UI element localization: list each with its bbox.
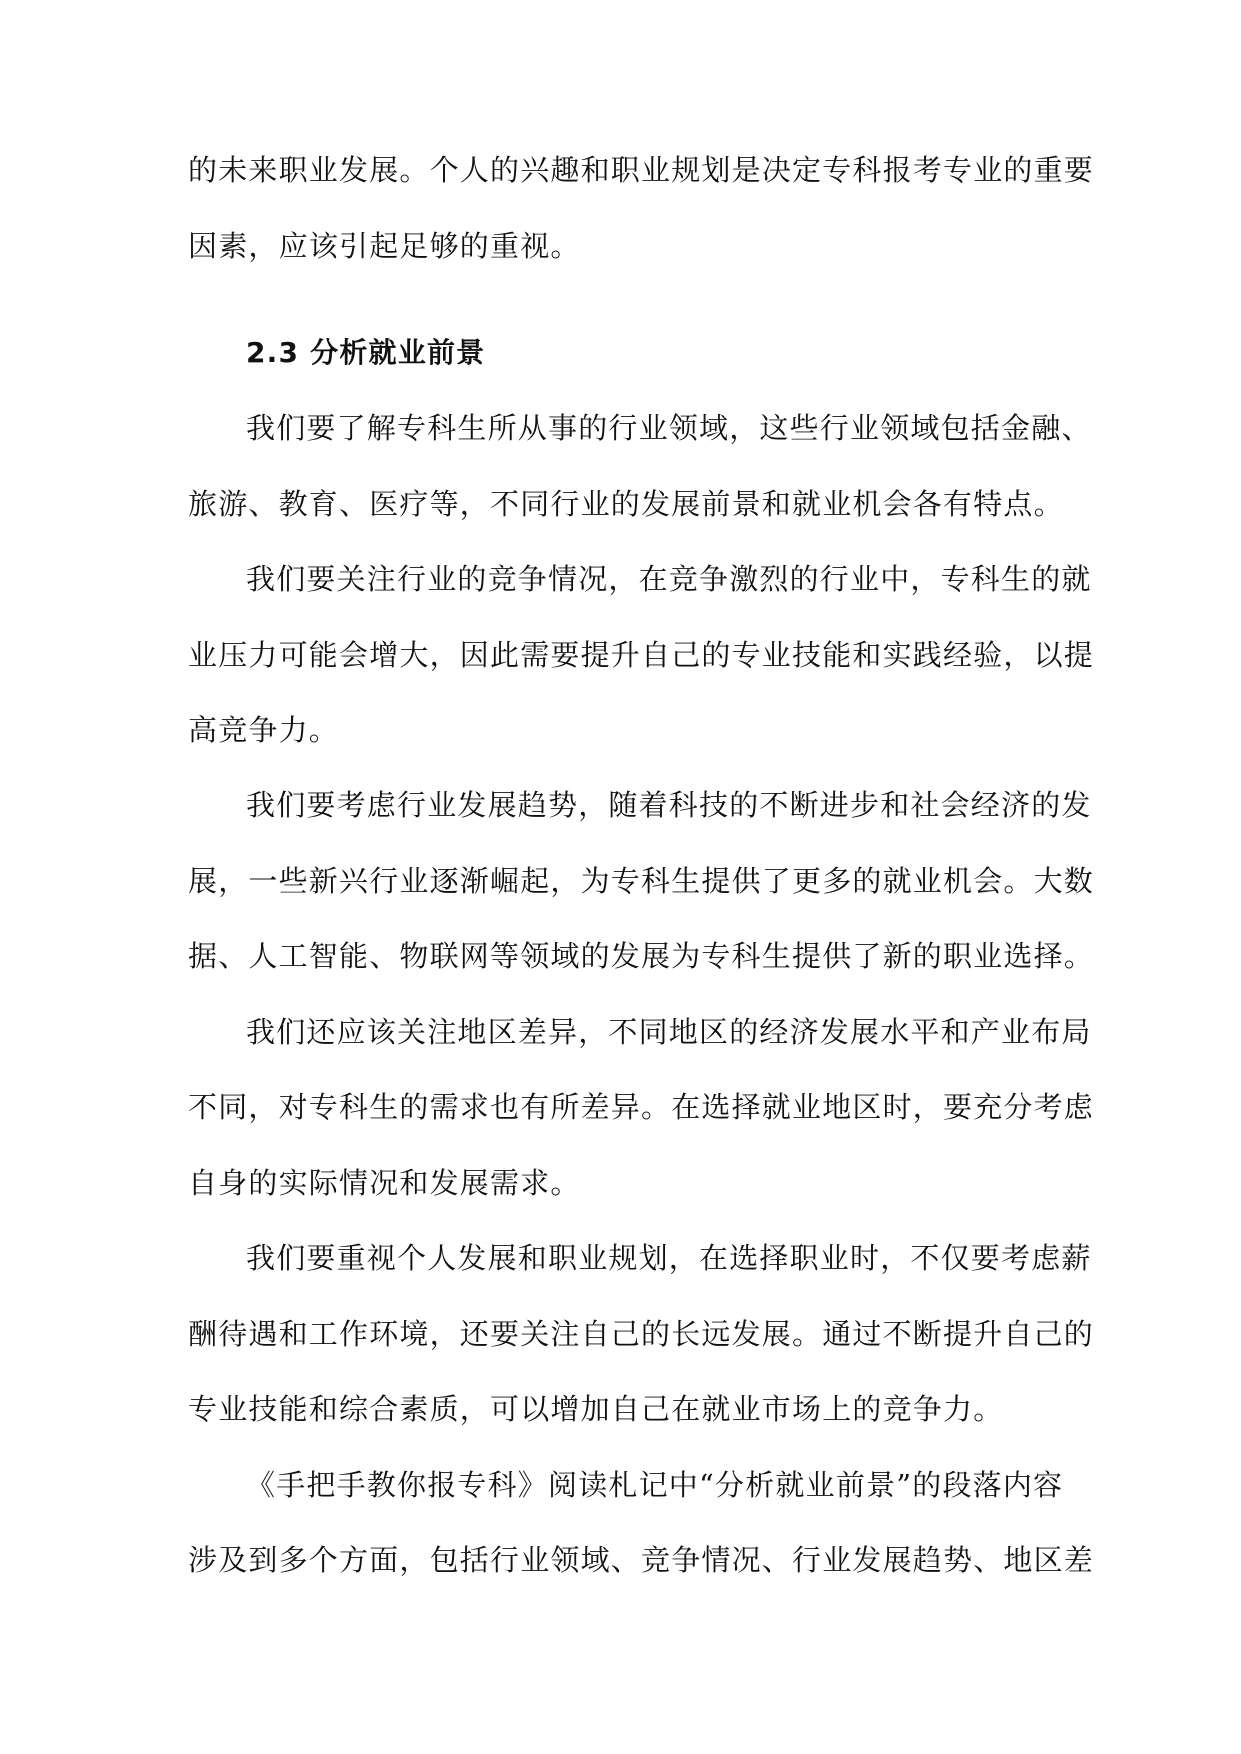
text-line: 专业技能和综合素质，可以增加自己在就业市场上的竞争力。 xyxy=(188,1392,1004,1426)
text-line: 不同，对专科生的需求也有所差异。在选择就业地区时，要充分考虑 xyxy=(188,1090,1095,1124)
text-line: 我们还应该关注地区差异，不同地区的经济发展水平和产业布局 xyxy=(246,1015,1092,1049)
text-line: 的未来职业发展。个人的兴趣和职业规划是决定专科报考专业的重要 xyxy=(188,153,1095,187)
text-line: 酬待遇和工作环境，还要关注自己的长远发展。通过不断提升自己的 xyxy=(188,1317,1095,1351)
text-line: 自身的实际情况和发展需求。 xyxy=(188,1166,581,1200)
text-line: 我们要考虑行业发展趋势，随着科技的不断进步和社会经济的发 xyxy=(246,788,1092,822)
text-line: 我们要了解专科生所从事的行业领域，这些行业领域包括金融、 xyxy=(246,411,1092,445)
text-line: 业压力可能会增大，因此需要提升自己的专业技能和实践经验，以提 xyxy=(188,638,1095,672)
text-line: 展，一些新兴行业逐渐崛起，为专科生提供了更多的就业机会。大数 xyxy=(188,864,1095,898)
section-heading: 2.3 分析就业前景 xyxy=(246,336,486,369)
text-line: 高竞争力。 xyxy=(188,713,340,747)
text-line: 据、人工智能、物联网等领域的发展为专科生提供了新的职业选择。 xyxy=(188,939,1095,973)
text-line: 我们要关注行业的竞争情况，在竞争激烈的行业中，专科生的就 xyxy=(246,562,1092,596)
text-line: 涉及到多个方面，包括行业领域、竞争情况、行业发展趋势、地区差 xyxy=(188,1543,1095,1577)
text-line: 我们要重视个人发展和职业规划，在选择职业时，不仅要考虑薪 xyxy=(246,1241,1092,1275)
text-line: 因素，应该引起足够的重视。 xyxy=(188,229,581,263)
text-line: 《手把手教你报专科》阅读札记中“分析就业前景”的段落内容 xyxy=(246,1468,1064,1502)
text-line: 旅游、教育、医疗等，不同行业的发展前景和就业机会各有特点。 xyxy=(188,487,1064,521)
